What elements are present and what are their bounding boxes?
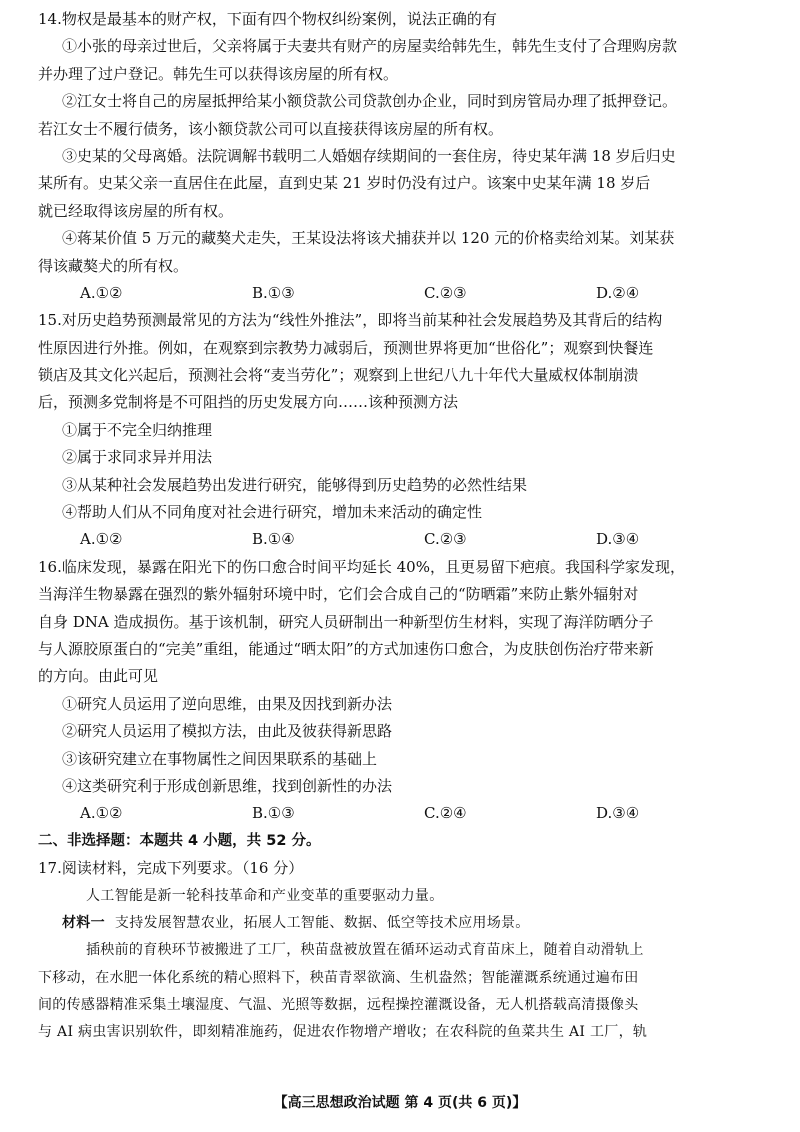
statement-4-line-2: 得该藏獒犬的所有权。 [38,256,189,275]
option-a[interactable]: A.①② [80,530,123,549]
question-16 [38,554,768,828]
option-d[interactable]: D.③④ [596,530,640,549]
option-c[interactable]: C.②④ [424,804,467,823]
exam-page [38,6,768,1047]
option-c[interactable]: C.②③ [424,283,467,302]
statement-1: ①研究人员运用了逆向思维，由果及因找到新办法 [62,694,393,713]
statement-2: ②研究人员运用了模拟方法，由此及彼获得新思路 [62,722,393,741]
question-stem-line-4: 后，预测多党制将是不可阻挡的历史发展方向……该种预测方法 [38,393,459,412]
statement-4-line-1: ④蒋某价值 5 万元的藏獒犬走失，王某设法将该犬捕获并以 120 元的价格卖给刘某。刘某获 [62,229,675,248]
statement-3-line-3: 就已经取得该房屋的所有权。 [38,201,234,220]
statement-1: ①属于不完全归纳推理 [62,420,213,439]
answer-options [38,800,768,827]
question-stem-line-3: 锁店及其文化兴起后，预测社会将“麦当劳化”；观察到上世纪八九十年代大量威权体制崩溃 [38,366,639,385]
question-stem-line-2: 当海洋生物暴露在强烈的紫外辐射环境中时，它们会合成自己的“防晒霜”来防止紫外辐射对 [38,585,639,604]
material-text: 支持发展智慧农业，拓展人工智能、数据、低空等技术应用场景。 [114,914,530,931]
paragraph-line-1: 插秧前的育秧环节被搬进了工厂，秧苗盘被放置在循环运动式育苗床上，随着自动滑轨上 [86,942,644,959]
paragraph-line-4: 与 AI 病虫害识别软件，即刻精准施药，促进农作物增产增收；在农科院的鱼菜共生 AI 工厂，轨 [38,1024,648,1041]
question-14 [38,6,768,307]
question-stem: 17.阅读材料，完成下列要求。（16 分） [38,859,304,878]
statement-3: ③从某种社会发展趋势出发进行研究，能够得到历史趋势的必然性结果 [62,475,528,494]
page-footer: 【高三思想政治试题 第 4 页(共 6 页)】 [273,1095,527,1111]
paragraph-line-2: 下移动，在水肥一体化系统的精心照料下，秧苗青翠欲滴、生机盎然；智能灌溉系统通过遍布田 [38,969,639,986]
statement-3-line-1: ③史某的父母离婚。法院调解书载明二人婚姻存续期间的一套住房，待史某年满 18 岁后归史 [62,146,676,165]
option-b[interactable]: B.①③ [252,804,295,823]
question-stem-line-4: 与人源胶原蛋白的“完美”重组，能通过“晒太阳”的方式加速伤口愈合，为皮肤创伤治疗带来新 [38,639,654,658]
question-stem-line-1: 15.对历史趋势预测最常见的方法为“线性外推法”，即将当前某种社会发展趋势及其背后的结构 [38,311,663,330]
section-heading: 二、非选择题：本题共 4 小题，共 52 分。 [38,832,321,849]
answer-options [38,280,768,307]
question-stem-line-1: 16.临床发现，暴露在阳光下的伤口愈合时间平均延长 40%，且更易留下疤痕。我国科学家发现， [38,557,685,576]
material-label: 材料一 [62,914,105,931]
question-15 [38,307,768,554]
statement-2-line-1: ②江女士将自己的房屋抵押给某小额贷款公司贷款创办企业，同时到房管局办理了抵押登记。 [62,92,678,111]
answer-options [38,526,768,553]
question-stem-line-5: 的方向。由此可见 [38,667,159,686]
statement-3-line-2: 某所有。史某父亲一直居住在此屋，直到史某 21 岁时仍没有过户。该案中史某年满 18 岁后 [38,174,651,193]
question-17 [38,855,768,1047]
statement-4: ④这类研究利于形成创新思维，找到创新性的办法 [62,776,393,795]
question-stem-line-2: 性原因进行外推。例如，在观察到宗教势力减弱后，预测世界将更加“世俗化”；观察到快餐连 [38,338,654,357]
statement-2: ②属于求同求异并用法 [62,448,213,467]
statement-3: ③该研究建立在事物属性之间因果联系的基础上 [62,749,378,768]
option-b[interactable]: B.①③ [252,283,295,302]
statement-1-line-1: ①小张的母亲过世后，父亲将属于夫妻共有财产的房屋卖给韩先生，韩先生支付了合理购房款 [62,37,678,56]
option-d[interactable]: D.②④ [596,283,640,302]
option-c[interactable]: C.②③ [424,530,467,549]
material-one [38,910,768,937]
option-b[interactable]: B.①④ [252,530,295,549]
option-a[interactable]: A.①② [80,283,123,302]
paragraph-line-3: 间的传感器精准采集土壤湿度、气温、光照等数据，远程操控灌溉设备，无人机搭载高清摄像头 [38,997,639,1014]
material-intro: 人工智能是新一轮科技革命和产业变革的重要驱动力量。 [86,887,444,904]
question-stem-line-3: 自身 DNA 造成损伤。基于该机制，研究人员研制出一种新型仿生材料，实现了海洋防晒分子 [38,612,654,631]
option-d[interactable]: D.③④ [596,804,640,823]
statement-1-line-2: 并办理了过户登记。韩先生可以获得该房屋的所有权。 [38,64,399,83]
option-a[interactable]: A.①② [80,804,123,823]
statement-2-line-2: 若江女士不履行债务，该小额贷款公司可以直接获得该房屋的所有权。 [38,119,504,138]
question-stem: 14.物权是最基本的财产权，下面有四个物权纠纷案例，说法正确的有 [38,10,497,28]
statement-4: ④帮助人们从不同角度对社会进行研究，增加未来活动的确定性 [62,503,483,522]
